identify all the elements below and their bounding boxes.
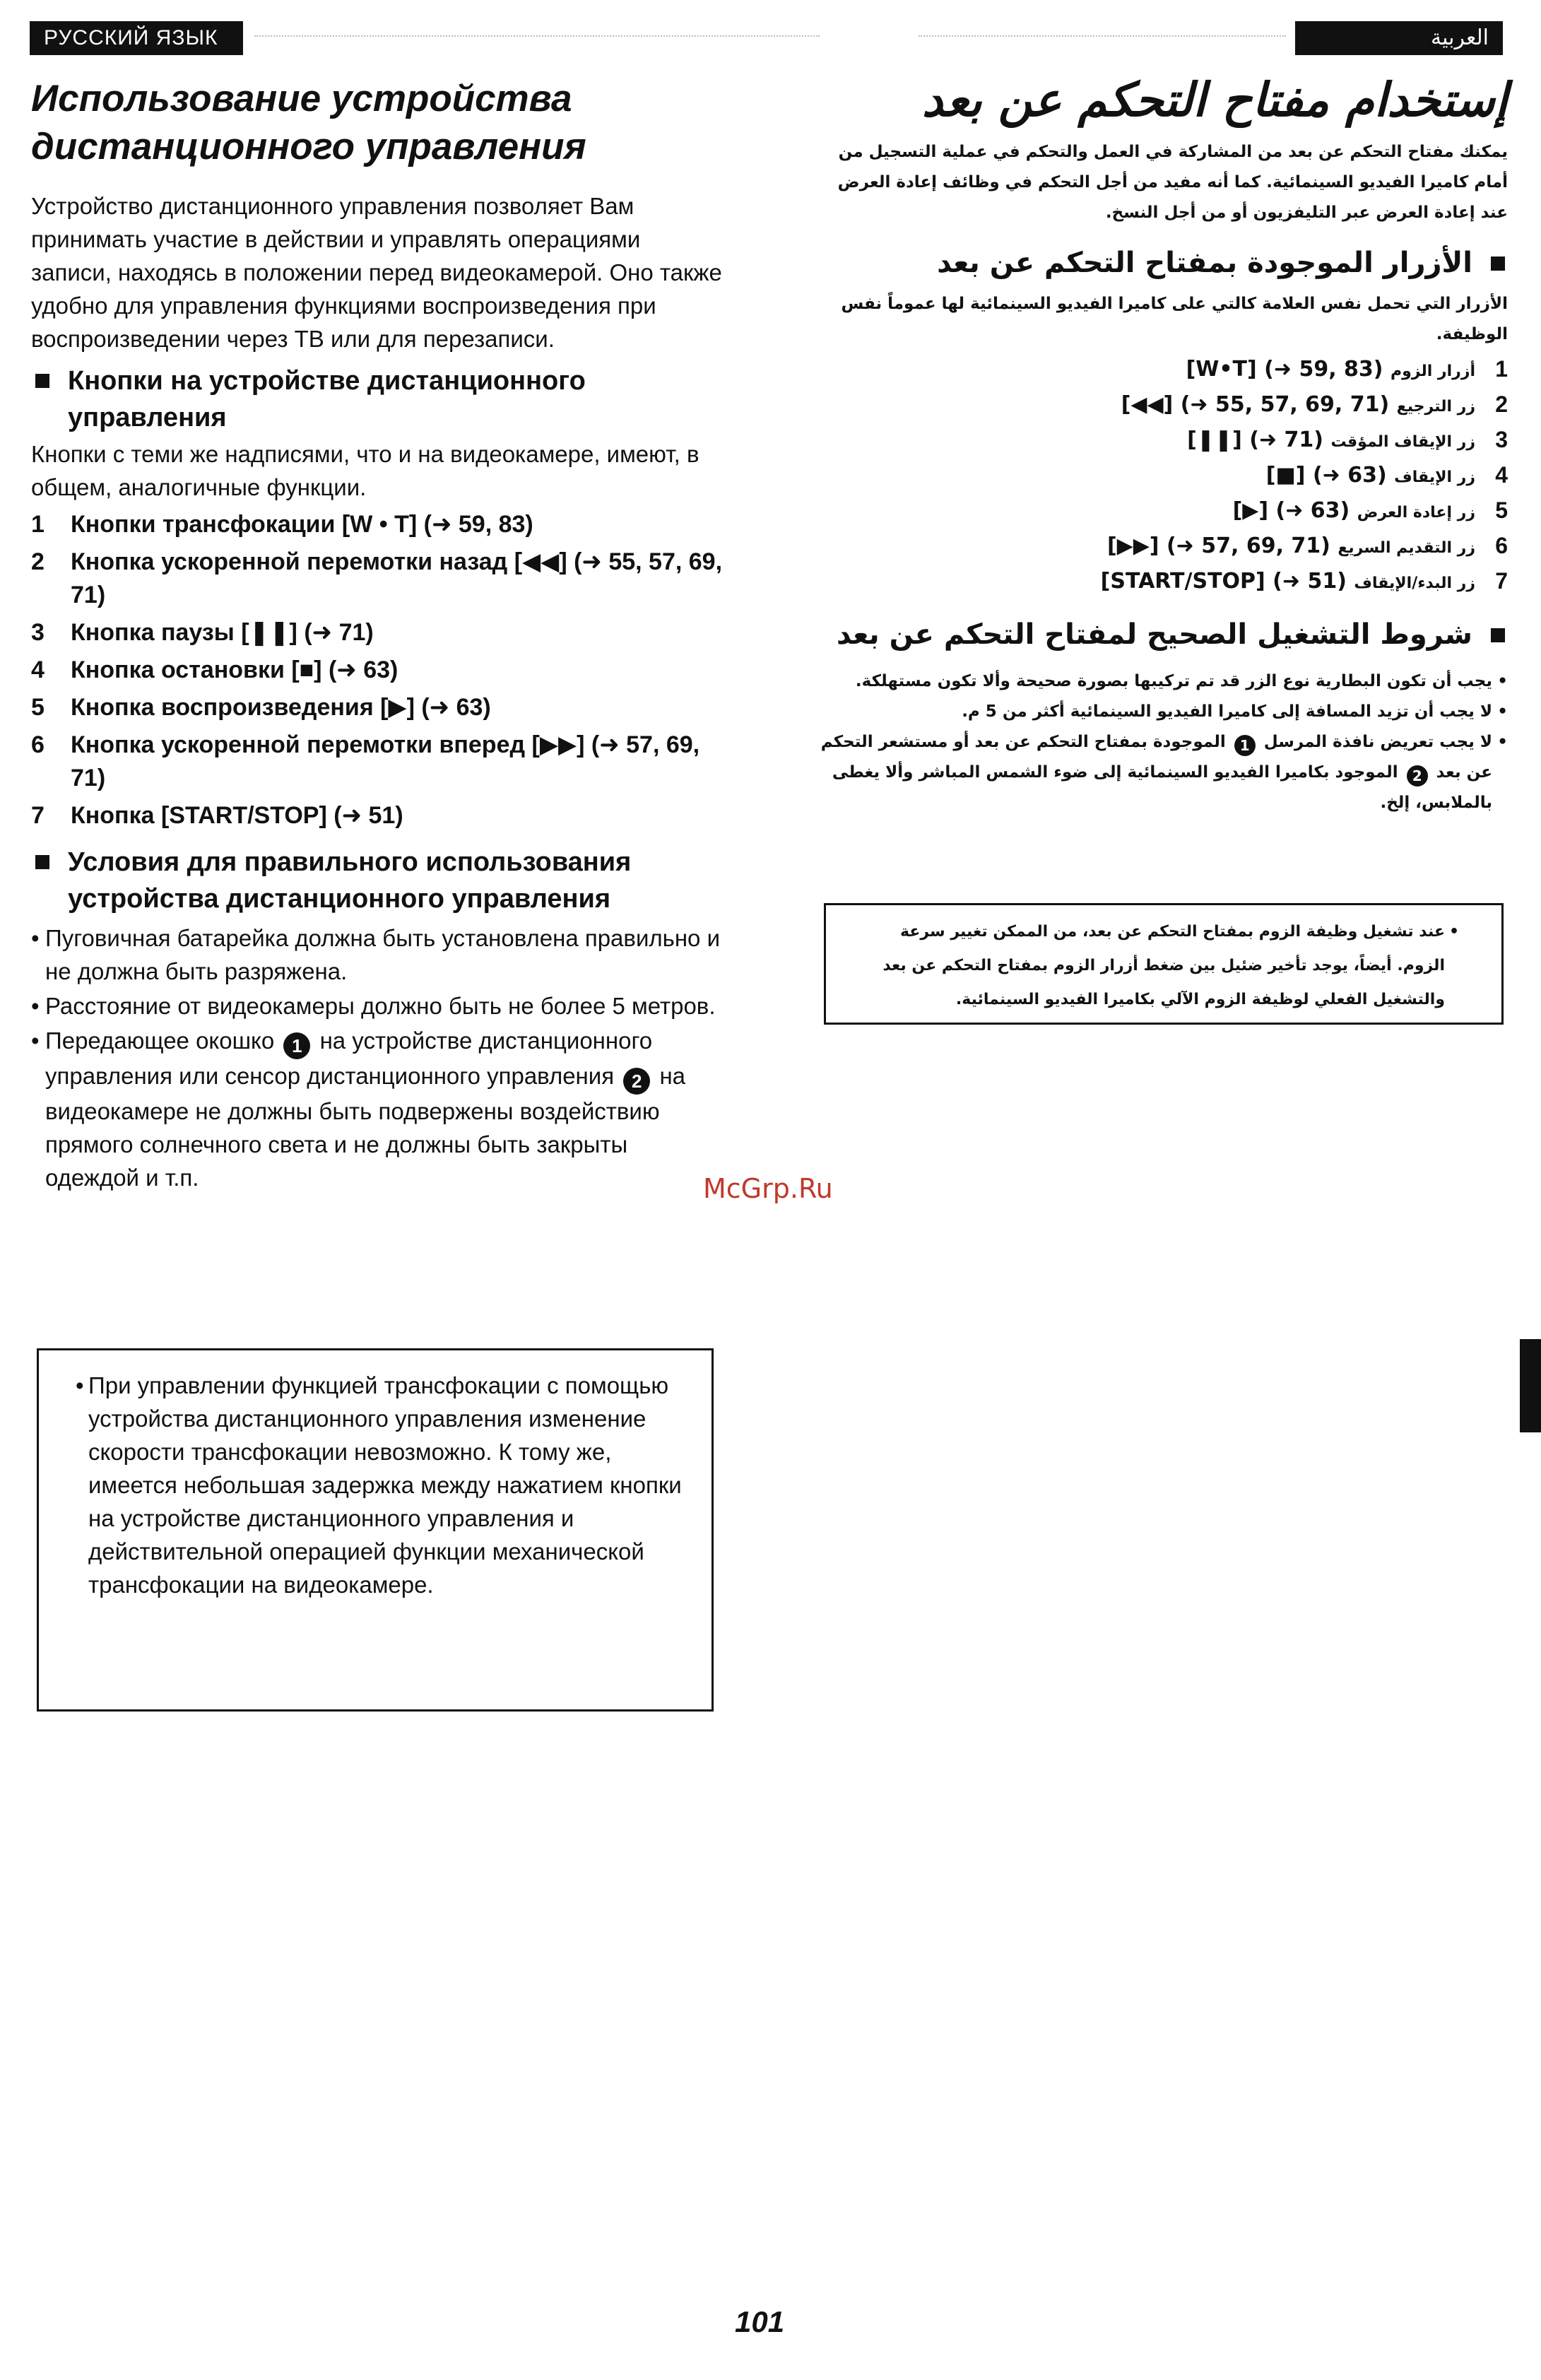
ru-title-line-1: Использование устройства <box>31 78 572 119</box>
square-bullet-icon <box>35 374 49 388</box>
list-item <box>31 508 724 541</box>
item-label: زر التقديم السريع <box>1338 539 1475 557</box>
ru-title-line-2: дистанционного управления <box>31 126 586 167</box>
item-ref: [◀◀] (➜ 55, 57, 69, 71) <box>1121 392 1390 417</box>
list-item: • لا يجب أن تزيد المسافة إلى كاميرا الفيديو السينمائية أكثر من 5 م. <box>813 697 1508 727</box>
ar-conditions-heading <box>813 613 1508 656</box>
list-item <box>31 616 724 649</box>
ar-buttons-list <box>813 353 1508 600</box>
ar-buttons-intro: الأزرار التي تحمل نفس العلامة كالتي على كاميرا الفيديو السينمائية لها عموماً نفس الوظيفة. <box>841 295 1508 343</box>
item-text: Кнопка остановки [■] (➜ 63) <box>71 656 398 683</box>
list-item <box>813 388 1508 423</box>
ru-buttons-heading-text: Кнопки на устройстве дистанционного управления <box>68 366 586 432</box>
item-number: 6 <box>31 731 45 758</box>
item-number: 6 <box>1495 533 1508 558</box>
list-item <box>813 353 1508 388</box>
item-number: 2 <box>1495 391 1508 417</box>
item-label: زر الإيقاف المؤقت <box>1330 433 1475 451</box>
item-number: 7 <box>1495 568 1508 594</box>
list-item <box>31 729 724 795</box>
item-number: 1 <box>1495 356 1508 382</box>
item-ref: [W•T] (➜ 59, 83) <box>1186 357 1383 382</box>
item-number: 4 <box>31 656 45 683</box>
item-ref: [▶] (➜ 63) <box>1232 498 1350 523</box>
ar-buttons-heading-text: الأزرار الموجودة بمفتاح التحكم عن بعد <box>937 247 1472 279</box>
list-item: • Расстояние от видеокамеры должно быть не более 5 метров. <box>31 989 724 1023</box>
ar-conditions-heading-text: شروط التشغيل الصحيح لمفتاح التحكم عن بعد <box>836 618 1472 651</box>
item-ref: [■] (➜ 63) <box>1265 463 1387 488</box>
item-number: 7 <box>31 802 45 829</box>
list-item <box>31 691 724 724</box>
item-number: 4 <box>1495 462 1508 488</box>
ar-page-title: إستخدام مفتاح التحكم عن بعد <box>921 73 1508 127</box>
callout-1-icon: 1 <box>283 1032 310 1059</box>
condition-text: Передающее окошко <box>45 1027 275 1054</box>
item-number: 2 <box>31 548 45 575</box>
item-text: Кнопка паузы [❚❚] (➜ 71) <box>71 619 374 646</box>
callout-2-icon: 2 <box>1407 765 1428 787</box>
condition-text: لا يجب تعريض نافذة المرسل <box>1263 733 1492 751</box>
list-item <box>813 494 1508 529</box>
item-ref: [❚❚] (➜ 71) <box>1187 428 1324 452</box>
condition-text: الموجودة بمفتاح التحكم عن بعد أو مستشعر التحكم عن بعد <box>820 733 1492 782</box>
item-label: زر إعادة العرض <box>1357 504 1475 522</box>
ru-note-text: • При управлении функцией трансфокации с помощью устройства дистанционного управления изменение скорости трансфокации невозможно. К тому же, имеется небольшая задержка между нажатием кнопки на устройстве дистанционного управления и действительной операцией функции механической трансфокации на видеокамере. <box>76 1369 683 1601</box>
item-ref: [▶▶] (➜ 57, 69, 71) <box>1106 534 1330 558</box>
list-item <box>813 459 1508 494</box>
condition-text: الموجود بكاميرا الفيديو السينمائية إلى ضوء الشمس المباشر وألا يغطى بالملابس، إلخ. <box>832 763 1492 812</box>
list-item <box>31 546 724 612</box>
ru-buttons-list <box>31 508 724 832</box>
list-item <box>813 565 1508 600</box>
list-item <box>813 423 1508 459</box>
item-text: Кнопка воспроизведения [▶] (➜ 63) <box>71 694 491 721</box>
item-number: 5 <box>1495 497 1508 523</box>
callout-1-icon: 1 <box>1234 735 1256 756</box>
item-number: 3 <box>31 619 45 646</box>
header-rule <box>254 35 820 37</box>
ru-conditions-list <box>31 921 724 1194</box>
list-item: • يجب أن تكون البطارية نوع الزر قد تم تركيبها بصورة صحيحة وألا تكون مستهلكة. <box>813 666 1508 697</box>
page-number: 101 <box>735 2305 785 2338</box>
item-text: Кнопка [START/STOP] (➜ 51) <box>71 802 403 829</box>
header-rule-right <box>919 35 1286 37</box>
ar-buttons-heading <box>813 241 1508 285</box>
item-number: 5 <box>31 694 45 721</box>
language-tab-russian: РУССКИЙ ЯЗЫК <box>30 21 243 55</box>
item-label: زر الإيقاف <box>1394 469 1475 486</box>
ar-conditions-list <box>813 666 1508 818</box>
ru-page-title <box>31 75 724 171</box>
item-text: Кнопка ускоренной перемотки назад [◀◀] (➜ 55, 57, 69, 71) <box>71 548 723 608</box>
ar-note-box <box>824 903 1504 1025</box>
condition-text: на видеокамере не должны быть подвержены воздействию прямого солнечного света и не должны быть закрыты одеждой и т.п. <box>45 1063 686 1191</box>
item-number: 1 <box>31 511 45 538</box>
ar-intro: يمكنك مفتاح التحكم عن بعد من المشاركة في العمل والتحكم في عملية التسجيل من أمام كاميرا الفيديو السينمائية. كما أنه مفيد من أجل التحكم في وظائف إعادة العرض عند إعادة العرض عبر التليفزيون أو من أجل النسخ. <box>837 143 1508 222</box>
language-tab-arabic: العربية <box>1295 21 1503 55</box>
list-item <box>813 529 1508 565</box>
item-text: Кнопка ускоренной перемотки вперед [▶▶] (➜ 57, 69, 71) <box>71 731 700 791</box>
ru-conditions-heading <box>31 844 724 917</box>
ru-note-box <box>37 1348 714 1712</box>
ru-conditions-heading-text: Условия для правильного использования устройства дистанционного управления <box>68 847 632 914</box>
list-item <box>31 654 724 687</box>
square-bullet-icon <box>35 855 49 869</box>
watermark: McGrp.Ru <box>703 1173 833 1204</box>
square-bullet-icon <box>1491 257 1505 271</box>
condition-text: на устройстве дистанционного управления или сенсор дистанционного управления <box>45 1027 653 1089</box>
callout-2-icon: 2 <box>623 1068 650 1095</box>
square-bullet-icon <box>1491 628 1505 642</box>
list-item <box>31 799 724 832</box>
list-item <box>813 727 1508 818</box>
item-label: زر الترجيع <box>1396 398 1475 416</box>
list-item: • Пуговичная батарейка должна быть установлена правильно и не должна быть разряжена. <box>31 921 724 988</box>
item-label: زر البدء/الإيقاف <box>1354 575 1475 592</box>
page-edge-tab <box>1520 1339 1541 1432</box>
ru-intro: Устройство дистанционного управления позволяет Вам принимать участие в действии и управлять операциями записи, находясь в положении перед видеокамерой. Оно также удобно для управления функциями воспроизведения при воспроизведении через ТВ или для перезаписи. <box>31 193 722 352</box>
ru-buttons-heading <box>31 363 724 436</box>
ar-note-text: • عند تشغيل وظيفة الزوم بمفتاح التحكم عن بعد، من الممكن تغيير سرعة الزوم. أيضاً، يوجد تأخير ضئيل بين ضغط أزرار الزوم بمفتاح التحكم عن بعد والتشغيل الفعلي لوظيفة الزوم الآلي بكاميرا الفيديو السينمائية. <box>854 915 1459 1017</box>
item-number: 3 <box>1495 427 1508 452</box>
item-text: Кнопки трансфокации [W • T] (➜ 59, 83) <box>71 511 533 538</box>
ru-buttons-intro: Кнопки с теми же надписями, что и на видеокамере, имеют, в общем, аналогичные функции. <box>31 441 699 500</box>
item-ref: [START/STOP] (➜ 51) <box>1100 569 1347 594</box>
item-label: أزرار الزوم <box>1390 363 1475 380</box>
arabic-column <box>813 71 1508 818</box>
russian-column <box>31 71 724 1196</box>
list-item <box>31 1024 724 1194</box>
